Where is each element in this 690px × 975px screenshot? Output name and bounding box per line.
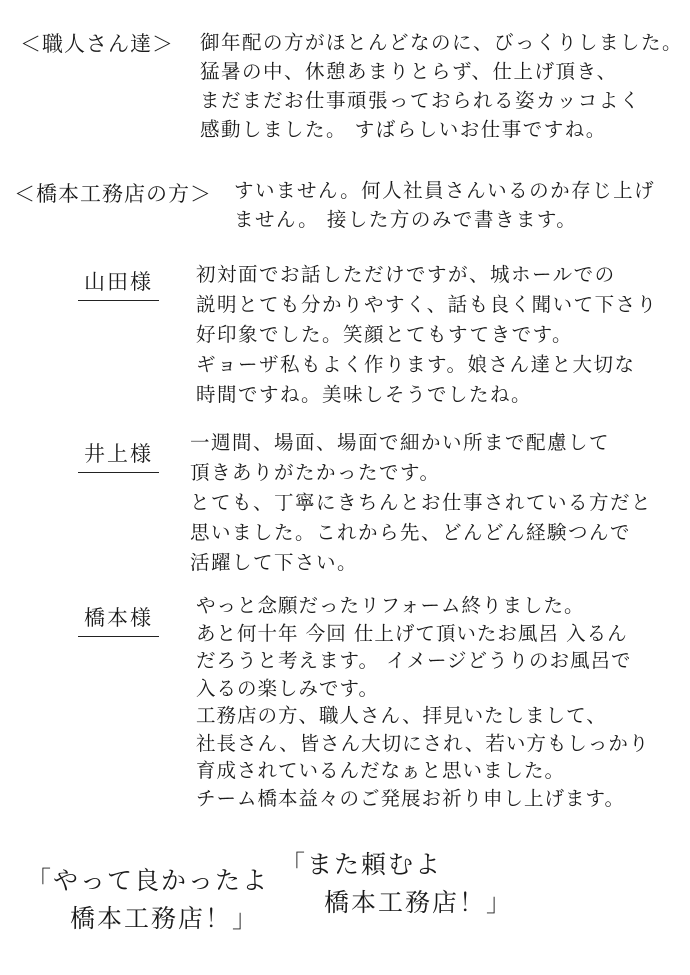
- text-line: 工務店の方、職人さん、拝見いたしまして、: [196, 704, 607, 727]
- slogan-line: 橋本工務店！」: [70, 904, 260, 933]
- text-line: だろうと考えます。 イメージどうりのお風呂で: [196, 649, 632, 672]
- name-yamada: 山田様: [78, 266, 159, 301]
- text-line: 感動しました。 すばらしいお仕事ですね。: [200, 118, 607, 141]
- slogan-right: [280, 846, 513, 922]
- text-line: 社長さん、皆さん大切にされ、若い方もしっかり: [196, 731, 650, 755]
- inoue-body: [190, 428, 652, 578]
- yamada-body: [196, 260, 658, 410]
- text-line: とても、丁寧にきちんとお仕事されている方だと: [190, 491, 653, 514]
- hashimoto-body: [196, 592, 649, 812]
- slogan-line: 橋本工務店！」: [324, 888, 514, 917]
- text-line: 活躍して下さい。: [190, 551, 359, 574]
- text-line: 御年配の方がほとんどなのに、びっくりしました。: [200, 31, 684, 54]
- text-line: チーム橋本益々のご発展お祈り申し上げます。: [196, 786, 625, 810]
- text-line: 頂きありがたかったです。: [190, 461, 441, 484]
- text-line: 猛暑の中、休憩あまりとらず、仕上げ頂き、: [200, 60, 618, 83]
- text-line: 説明とても分かりやすく、話も良く聞いて下さり: [196, 293, 658, 316]
- craftsmen-body: [200, 28, 683, 144]
- heading-craftsmen: ＜職人さん達＞: [20, 32, 174, 56]
- slogan-line: 「やって良かったよ: [26, 866, 270, 895]
- text-line: すいません。何人社員さんいるのか存じ上げ: [234, 179, 656, 202]
- text-line: 入るの楽しみです。: [196, 676, 379, 700]
- company-body: [234, 176, 655, 234]
- text-line: ギョーザ私もよく作ります。娘さん達と大切な: [196, 353, 636, 376]
- slogan-line: 「また頼むよ: [280, 850, 443, 879]
- text-line: 好印象でした。笑顔とてもすてきです。: [196, 323, 574, 346]
- text-line: あと何十年 今回 仕上げて頂いたお風呂 入るん: [196, 621, 628, 645]
- text-line: 思いました。これから先、どんどん経験つんで: [190, 521, 632, 544]
- text-line: 初対面でお話しただけですが、城ホールでの: [196, 263, 616, 286]
- text-line: 一週間、場面、場面で細かい所まで配慮して: [190, 431, 611, 454]
- text-line: 時間ですね。美味しそうでしたね。: [196, 383, 533, 406]
- slogan-left: [26, 862, 269, 938]
- text-line: やっと念願だったリフォーム終りました。: [196, 594, 585, 617]
- text-line: ません。 接した方のみで書きます。: [234, 208, 578, 231]
- name-inoue: 井上様: [78, 438, 159, 473]
- text-line: 育成されているんだなぁと思いました。: [196, 759, 566, 782]
- heading-company: ＜橋本工務店の方＞: [14, 182, 212, 206]
- text-line: まだまだお仕事頑張っておられる姿カッコよく: [200, 89, 641, 112]
- name-hashimoto: 橋本様: [78, 602, 159, 637]
